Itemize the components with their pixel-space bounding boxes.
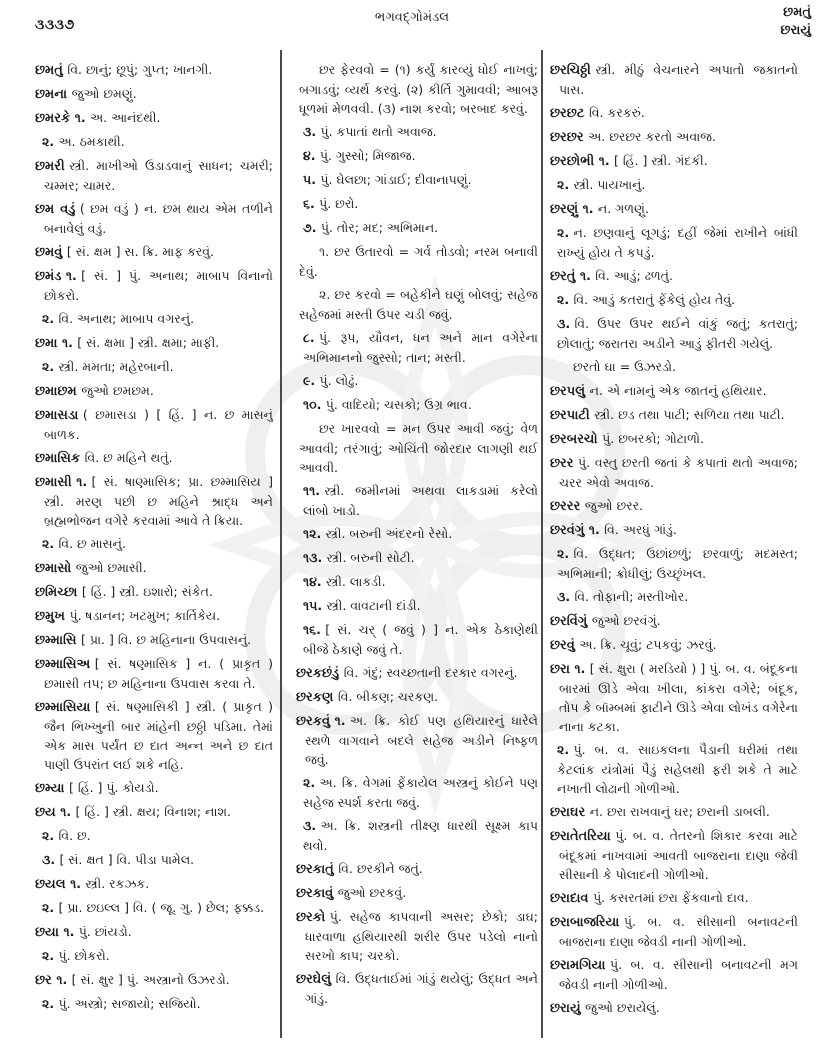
dictionary-item [296, 242, 538, 281]
definition: સ્ત્રી. લાકડી. [326, 574, 386, 589]
dictionary-item [296, 524, 538, 544]
definition: વિ. છ માસનું. [58, 536, 126, 551]
dictionary-item [35, 970, 273, 990]
headword: છમ્માસિ [35, 633, 77, 648]
definition: પું. છરો. [319, 196, 359, 211]
sense-number: ૯. [303, 373, 316, 388]
dictionary-item [550, 888, 798, 908]
dictionary-item [550, 103, 798, 123]
sense-number: ૧. [63, 924, 75, 939]
dictionary-item [296, 773, 538, 812]
definition: જુઓ છરકવું. [337, 885, 407, 900]
dictionary-item [296, 419, 538, 477]
column-divider [541, 50, 543, 1038]
definition: વિ. અનાથ; માબાપ વગરનું. [58, 311, 195, 326]
definition: જુઓ છમાસી. [75, 560, 147, 575]
headword: છરકાતું [296, 862, 334, 877]
dictionary-item [296, 122, 538, 142]
headword: છરાતેતરિયા [550, 829, 611, 844]
headword: છમરી [35, 159, 65, 174]
sense-number: ૧. [61, 335, 73, 350]
sense-number: ૨. [557, 546, 570, 561]
definition: અ. ઠમકાથી. [58, 134, 125, 149]
dictionary-item [35, 357, 273, 377]
definition: પું. છાંયડો. [78, 924, 132, 939]
definition: જુઓ છરર. [584, 498, 644, 513]
headword: છમાસિક [35, 451, 81, 466]
dictionary-item [550, 175, 798, 195]
sense-number: ૩. [303, 818, 317, 833]
definition: પું. કસરતમાં છરા ફેંકવાનો દાવ. [593, 890, 749, 905]
headword: છરાયું [550, 1001, 581, 1016]
dictionary-item [35, 242, 273, 262]
definition: સ્ત્રી. મમતા; મહેરબાની. [58, 359, 174, 374]
headword: છરબરચો [550, 432, 598, 447]
definition: ( છમાસડા ) [ હિં. ] ન. છ માસનું બાળક. [44, 407, 273, 442]
definition: [ હિં. ] સ્ત્રી. ઇશારો; સંકેત. [81, 584, 213, 599]
headword: છમ્માસિયા [35, 700, 91, 715]
headword: છરછોભી [550, 154, 595, 169]
headword: છરકવું [296, 714, 331, 729]
definition: [ સં. ક્ષુરા ( મરડિયો ) ] પું. બ. વ. બંદૂકના બારમાં ઊડે એવા ખીલા, કાંકરા વગેરે; બંદૂક, તોપ કે બૉમ્બમાં ફાટીને ઊડે એવા લોખંડ વગેરેના નાના કટકા. [559, 661, 798, 734]
sense-number: ૧૦. [303, 397, 322, 412]
dictionary-item [35, 898, 273, 918]
sense-number: ૧. [65, 268, 77, 283]
definition: પું. રૂપ, યૌવન, ધન અને માન વગેરેના અભિમાનનો જુસ્સો; તાન; મસ્તી. [303, 330, 538, 365]
definition: પું. બ. વ. સાઇકલના પૈડાની ધરીમાં તથા કેટલાંક યંત્રોમાં પૈડું સહેલથી ફરી શકે તે માટે નખાતી લોઢાની ગોળીઓ. [557, 742, 798, 796]
dictionary-item [296, 907, 538, 965]
sense-number: ૬. [303, 196, 315, 211]
definition: પું. વસ્તુ છરતી જતાં કે કપાતાં થતો અવાજ; ચરર એવો અવાજ. [559, 455, 798, 490]
dictionary-item [35, 946, 273, 966]
headword: છરવંગું [550, 523, 585, 538]
definition: વિ. છરકીને જતું. [338, 861, 423, 876]
headword: છરતું [550, 269, 576, 284]
definition: સ્ત્રી. છડ તથા પાટી; સળિયા તથા પાટી. [594, 407, 785, 422]
dictionary-item [35, 630, 273, 650]
headword: છર [35, 973, 52, 988]
definition: અ. ક્રિ. ચૂવું; ટપકવું; ઝરવું. [579, 637, 717, 652]
dictionary-item [296, 170, 538, 190]
dictionary-item [550, 405, 798, 425]
definition: ન. છરા રાખવાનું ઘર; છરાની ડાબલી. [589, 804, 770, 819]
definition: વિ. અરધું ગાંડું. [604, 522, 677, 537]
sense-number: ૧. [74, 110, 86, 125]
dictionary-item [35, 697, 273, 774]
headword: છમવું [35, 245, 63, 260]
dictionary-item [296, 218, 538, 238]
headword: છરર [550, 456, 574, 471]
definition: [ સં. ક્ષુર ] પું. અસ્ત્રાનો ઉઝરડો. [71, 972, 230, 987]
column-1 [35, 60, 273, 1045]
dictionary-item [550, 453, 798, 492]
definition: સ્ત્રી. બરુની અંદરનો રેસો. [325, 526, 453, 541]
book-title: ભગવદ્ગોમંડલ [374, 10, 450, 25]
dictionary-item [35, 309, 273, 329]
sense-number: ૧૫. [303, 598, 323, 613]
sense-number: ૨. [42, 536, 55, 551]
headword: છમિચ્છા [35, 585, 78, 600]
dictionary-item [296, 883, 538, 903]
definition: અ. ક્રિ. વેગમાં ફેંકાયેલ અસ્ત્રનું કોઈને પણ સહેજ સ્પર્શ કરતા જવું. [303, 775, 538, 810]
definition: અ. ક્રિ. કોઈ પણ હથિયારનું ધારેલે સ્થળે વાગવાને બદલે સહેજ અડીને નિષ્ફળ જવું. [305, 713, 538, 767]
dictionary-item [550, 802, 798, 822]
dictionary-item [35, 448, 273, 468]
headword: છરછર [550, 130, 584, 145]
dictionary-item [550, 587, 798, 607]
dictionary-item [296, 60, 538, 118]
dictionary-item [296, 859, 538, 879]
definition: વિ. છ મહિને થતું. [84, 450, 173, 465]
sense-number: ૧. [588, 522, 600, 537]
definition: વિ. તોફાની; મસ્તીખોર. [574, 589, 689, 604]
sense-number: ૨. [42, 311, 55, 326]
definition: સ્ત્રી. વાવટાની દાંડી. [326, 598, 421, 613]
dictionary-item [550, 266, 798, 286]
definition: ૨. છર કરવો = બહેકીને ઘણું બોલવું; સહેજ સહેજમાં મસ્તી ઉપર ચડી જવું. [299, 287, 538, 322]
headword: છમ્માસિઅ [35, 657, 91, 672]
definition: વિ. બીકણ; ચરકણ. [337, 689, 439, 704]
definition: [ પ્રા. ] વિ. છ મહિનાના ઉપવાસનું. [81, 632, 252, 647]
sense-number: ૨. [557, 292, 570, 307]
sense-number: ૧. [76, 474, 88, 489]
headword: છમ્યા [35, 781, 65, 796]
dictionary-item [35, 108, 273, 128]
dictionary-item [296, 572, 538, 592]
headword: છરકણ [296, 690, 334, 705]
definition: જુઓ છમણું. [71, 86, 137, 101]
dictionary-item [550, 357, 798, 377]
definition: સ્ત્રી. માખીઓ ઉડાડવાનું સાધન; ચમરી; ચમ્મર; ચામર. [44, 158, 273, 193]
definition: પું. બ. વ. સીસાની બનાવટની મગ જેવડી નાની ગોળીઓ. [559, 957, 798, 992]
definition: છર ફેરવવો = (૧) કર્યું કારવ્યું ધોઈ નાખવું; બગાડવું; વ્યર્થ કરવું. (૨) કીર્તિ ગુમાવવી; આબરૂ ધૂળમાં મેળવવી. (૩) નાશ કરવો; બરબાદ કરવું. [299, 62, 538, 116]
definition: વિ. ઉપર ઉપર થઈને વાંકું જતું; કતરાતું; છોલાતું; જરાતરા અડીને આડું ફીતરી ગયેલું. [557, 316, 798, 351]
dictionary-item [550, 496, 798, 516]
headword: છરપાટી [550, 408, 590, 423]
dictionary-item [550, 429, 798, 449]
sense-number: ૩. [303, 124, 317, 139]
definition: પું. બ. વ. તેતરનો શિકાર કરવા માટે બંદૂકમાં નાખવામાં આવતી બાજરાના દાણા જેવી સીસાની કે પોલાદની ગોળીઓ. [559, 828, 798, 882]
definition: [ હિં. ] સ્ત્રી. ક્ષય; વિનાશ; નાશ. [75, 804, 231, 819]
dictionary-item [35, 994, 273, 1014]
headword: છમંડ [35, 269, 62, 284]
dictionary-item [35, 156, 273, 195]
sense-number: ૨. [557, 225, 570, 240]
dictionary-item [296, 711, 538, 769]
dictionary-item [35, 405, 273, 444]
definition: જુઓ છમછમ. [81, 383, 154, 398]
sense-number: ૧૬. [303, 622, 321, 637]
dictionary-item [550, 223, 798, 262]
dictionary-item [35, 333, 273, 353]
headword: છમાસડા [35, 408, 79, 423]
definition: પું. અસ્ત્રો; સજાયો; સજિયો. [58, 996, 201, 1011]
dictionary-item [550, 127, 798, 147]
dictionary-item [550, 60, 798, 99]
dictionary-item [550, 740, 798, 798]
headword: છમ વડું [35, 202, 76, 217]
headword: છરકો [296, 910, 326, 925]
definition: ન. એ નામનું એક જાતનું હથિયાર. [589, 383, 767, 398]
headword: છરાબાજરિયા [550, 915, 620, 930]
headword: છરપલું [550, 384, 586, 399]
sense-number: ૧૩. [303, 550, 323, 565]
page-number: ૩૩૩૭ [35, 17, 75, 33]
dictionary-item [296, 548, 538, 568]
column-divider [280, 50, 282, 1038]
definition: [ સં. ચર્ ( જવું ) ] ન. એક ઠેકાણેથી બીજે ઠેકાણે જવું તે. [303, 622, 538, 657]
dictionary-item [550, 635, 798, 655]
sense-number: ૨. [42, 828, 55, 843]
definition: સ્ત્રી. જમીનમાં અથવા લાકડામાં કરેલો લાંબો ખાડો. [303, 483, 538, 518]
sense-number: ૧. [60, 804, 72, 819]
sense-number: ૧. [582, 201, 594, 216]
definition: પું. કપાતાં થતો અવાજ. [320, 124, 437, 139]
headword: છયલ [35, 877, 66, 892]
dictionary-item [296, 663, 538, 683]
sense-number: ૧. [334, 713, 346, 728]
definition: પું. છબરકો; ગોટાળો. [602, 431, 704, 446]
dictionary-item [550, 544, 798, 583]
sense-number: ૨. [303, 775, 316, 790]
headword: છરામગિયા [550, 958, 606, 973]
definition: અ. આનંદથી. [89, 110, 161, 125]
sense-number: ૨. [42, 134, 55, 149]
definition: સ્ત્રી. રકઝક. [85, 876, 150, 891]
headword: છરકછંડું [296, 666, 340, 681]
dictionary-item [35, 654, 273, 693]
sense-number: ૧૨. [303, 526, 322, 541]
headword: છરાદાવ [550, 891, 589, 906]
definition: અ. ક્રિ. શસ્ત્રની તીક્ષ્ણ ધારથી સૂક્ષ્મ કાપ થવો. [303, 818, 538, 853]
headword: છરરર [550, 499, 581, 514]
sense-number: ૨. [557, 742, 570, 757]
definition: પું. તોર; મદ; અભિમાન. [320, 220, 439, 235]
sense-number: ૨. [42, 996, 55, 1011]
sense-number: ૮. [303, 330, 315, 345]
definition: પું. ષડાનન; ખટમુખ; કાર્તિકેય. [69, 608, 221, 623]
headword: છરણું [550, 202, 579, 217]
dictionary-item [296, 687, 538, 707]
definition: ન. ગળણું. [597, 201, 649, 216]
definition: પું. બ. વ. સીસાની બનાવટની બાજરાના દાણા જેવડી નાની ગોળીઓ. [559, 914, 798, 949]
definition: જુઓ છરવંગું. [591, 613, 661, 628]
dictionary-item [296, 328, 538, 367]
dictionary-item [296, 620, 538, 659]
guide-word-first: છમતું [783, 5, 811, 20]
dictionary-item [35, 850, 273, 870]
guide-word-last: છરાયું [780, 23, 811, 38]
dictionary-item [35, 802, 273, 822]
dictionary-item [35, 874, 273, 894]
sense-number: ૧. [70, 876, 81, 891]
definition: [ સં. ક્ષત ] વિ. પીડા પામેલ. [59, 852, 195, 867]
definition: પું. છોકરો. [58, 948, 110, 963]
definition: અ. છરછર કરતો અવાજ. [588, 129, 716, 144]
definition: ૧. છર ઉતારવો = ગર્વ તોડવો; નરમ બનાવી દેવું. [299, 244, 538, 279]
headword: છમુખ [35, 609, 65, 624]
sense-number: ૩. [42, 852, 56, 867]
headword: છરવિંગું [550, 614, 588, 629]
sense-number: ૨. [557, 177, 570, 192]
dictionary-item [35, 266, 273, 305]
dictionary-item [35, 826, 273, 846]
definition: સ્ત્રી. બરુની સોટી. [326, 550, 415, 565]
sense-number: ૭. [303, 220, 317, 235]
dictionary-item [35, 472, 273, 530]
sense-number: ૨. [42, 359, 55, 374]
dictionary-item [296, 481, 538, 520]
sense-number: ૧૧. [303, 483, 320, 498]
definition: વિ. ગંદું; સ્વચ્છતાની દરકાર વગરનું. [343, 665, 518, 680]
definition: છર ખારવવો = મન ઉપર આવી જવું; વેળ આવવી; તરંગાવું; ઓચિંતી જોરદાર લાગણી થઈ આવવી. [299, 421, 538, 475]
definition: ( છમ વડું ) ન. છમ થાય એમ તળીને બનાવેલું વડું. [44, 201, 273, 236]
definition: પું. વાદિયો; ચસકો; ઉગ્ર ભાવ. [325, 397, 472, 412]
headword: છય [35, 805, 56, 820]
sense-number: ૧. [579, 268, 591, 283]
definition: વિ. ઉદ્ધતાઈમાં ગાંડું થયેલું; ઉદ્ધત અને ગાંડું. [305, 971, 538, 1006]
dictionary-item [550, 955, 798, 994]
dictionary-item [296, 371, 538, 391]
dictionary-item [35, 922, 273, 942]
definition: સ્ત્રી. મીઠું વેચનારને અપાતો જકાતનો પાસ. [559, 62, 798, 97]
dictionary-item [35, 582, 273, 602]
dictionary-item [35, 606, 273, 626]
definition: ન. છણવાનું લૂગડું; દહીં જેમાં રાખીને બાંધી રાખ્યું હોય તે કપડું. [557, 225, 798, 260]
dictionary-item [550, 290, 798, 310]
definition: પું. સહેજ કાપવાની અસર; છેકો; ડાઘ; ધારવાળા હથિયારથી શરીર ઉપર પડેલો નાનો સરખો કાપ; ચરકો. [305, 909, 538, 963]
sense-number: ૩. [557, 589, 571, 604]
dictionary-item [550, 912, 798, 951]
dictionary-item [35, 558, 273, 578]
sense-number: ૩. [557, 316, 571, 331]
dictionary-item [550, 151, 798, 171]
definition: [ સં. ષાણ્માસિક; પ્રા. છમ્માસિય ] સ્ત્રી. મરણ પછી છ મહિને શ્રાદ્ધ અને બ્રહ્મભોજન વગેરે કરવામાં આવે તે ક્રિયા. [44, 474, 273, 528]
definition: સ્ત્રી. પાયખાનું. [573, 177, 646, 192]
definition: પું. લોઢું. [319, 373, 359, 388]
sense-number: ૫. [303, 172, 316, 187]
definition: વિ. આડું કતરાતું ફેંકેલું હોય તેવું. [573, 292, 736, 307]
dictionary-item [35, 132, 273, 152]
sense-number: ૧૪. [303, 574, 322, 589]
dictionary-item [35, 199, 273, 238]
column-3 [550, 60, 798, 1045]
sense-number: ૨. [42, 900, 55, 915]
dictionary-item [550, 611, 798, 631]
headword: છમા [35, 336, 58, 351]
headword: છરછટ [550, 106, 585, 121]
headword: છમાસી [35, 475, 72, 490]
dictionary-item [296, 146, 538, 166]
dictionary-item [35, 534, 273, 554]
headword: છરચિઠ્ઠી [550, 63, 591, 78]
dictionary-item [550, 381, 798, 401]
headword: છમરકે [35, 111, 71, 126]
dictionary-item [550, 199, 798, 219]
definition: જુઓ છરાયેલું. [585, 1000, 660, 1015]
definition: વિ. છ. [58, 828, 91, 843]
dictionary-item [296, 816, 538, 855]
headword: છયા [35, 925, 59, 940]
sense-number: ૨. [42, 948, 55, 963]
headword: છમાછમ [35, 384, 77, 399]
sense-number: ૧. [574, 661, 586, 676]
definition: વિ. છાનું; છૂપું; ગુપ્ત; ખાનગી. [67, 62, 213, 77]
column-2 [296, 60, 538, 1045]
headword: છરા [550, 662, 570, 677]
headword: છરવું [550, 638, 575, 653]
sense-number: ૪. [303, 148, 316, 163]
definition: વિ. આડું; ઢળતું. [595, 268, 673, 283]
definition: છરતો ઘા = ઉઝરડો. [573, 359, 676, 374]
dictionary-item [35, 778, 273, 798]
definition: [ પ્રા. છઇલ્લ ] વિ. ( જૂ. ગુ. ) છેલ; ફક્કડ. [58, 900, 265, 915]
headword: છમના [35, 87, 68, 102]
headword: છમતું [35, 63, 63, 78]
dictionary-item [296, 596, 538, 616]
dictionary-item [296, 194, 538, 214]
definition: [ સં. ષણ્માસિકી ] સ્ત્રી. ( પ્રાકૃત ) જૈન ભિખ્ખુની બાર માંહેની છઠ્ઠી પડિમા. તેમાં એક માસ પર્યંત છ દાત અન્ન અને છ દાત પાણી ઉપરાંત લઈ શકે નહિ. [44, 699, 273, 772]
definition: પું. ગુસ્સો; મિજાજ. [319, 148, 416, 163]
dictionary-item [550, 314, 798, 353]
dictionary-item [550, 826, 798, 884]
dictionary-item [296, 285, 538, 324]
dictionary-item [35, 60, 273, 80]
dictionary-item [550, 520, 798, 540]
definition: [ સં. ષણ્માસિક ] ન. ( પ્રાકૃત ) છમાસી તપ; છ મહિનાના ઉપવાસ કરવા તે. [44, 656, 273, 691]
headword: છમાસો [35, 561, 72, 576]
definition: વિ. કરકરું. [588, 105, 645, 120]
definition: વિ. ઉદ્ધત; ઉછાંછળું; છરવાળું; મદમસ્ત; અભિમાની; ક્રોધીલું; ઉચ્છૃંખલ. [557, 546, 798, 581]
definition: પું. ઘેલછા; ગાંડાઈ; દીવાનાપણું. [320, 172, 472, 187]
headword: છરકાવું [296, 886, 334, 901]
dictionary-item [35, 381, 273, 401]
dictionary-item [296, 395, 538, 415]
definition: [ સં. ક્ષમા ] સ્ત્રી. ક્ષમા; માફી. [77, 335, 220, 350]
definition: [ હિં. ] પું. કોયડો. [69, 780, 159, 795]
dictionary-item [550, 998, 798, 1018]
sense-number: ૧. [598, 153, 610, 168]
headword: છરાઘર [550, 805, 586, 820]
dictionary-item [35, 84, 273, 104]
dictionary-item [550, 659, 798, 736]
definition: [ હિં. ] સ્ત્રી. ગંદકી. [613, 153, 708, 168]
headword: છરઘેલું [296, 972, 332, 987]
sense-number: ૧. [56, 972, 68, 987]
definition: [ સં. ક્ષમ ] સ. ક્રિ. માફ કરવું. [66, 244, 215, 259]
dictionary-item [296, 969, 538, 1008]
definition: [ સં. ] પું. અનાથ; માબાપ વિનાનો છોકરો. [44, 268, 273, 303]
